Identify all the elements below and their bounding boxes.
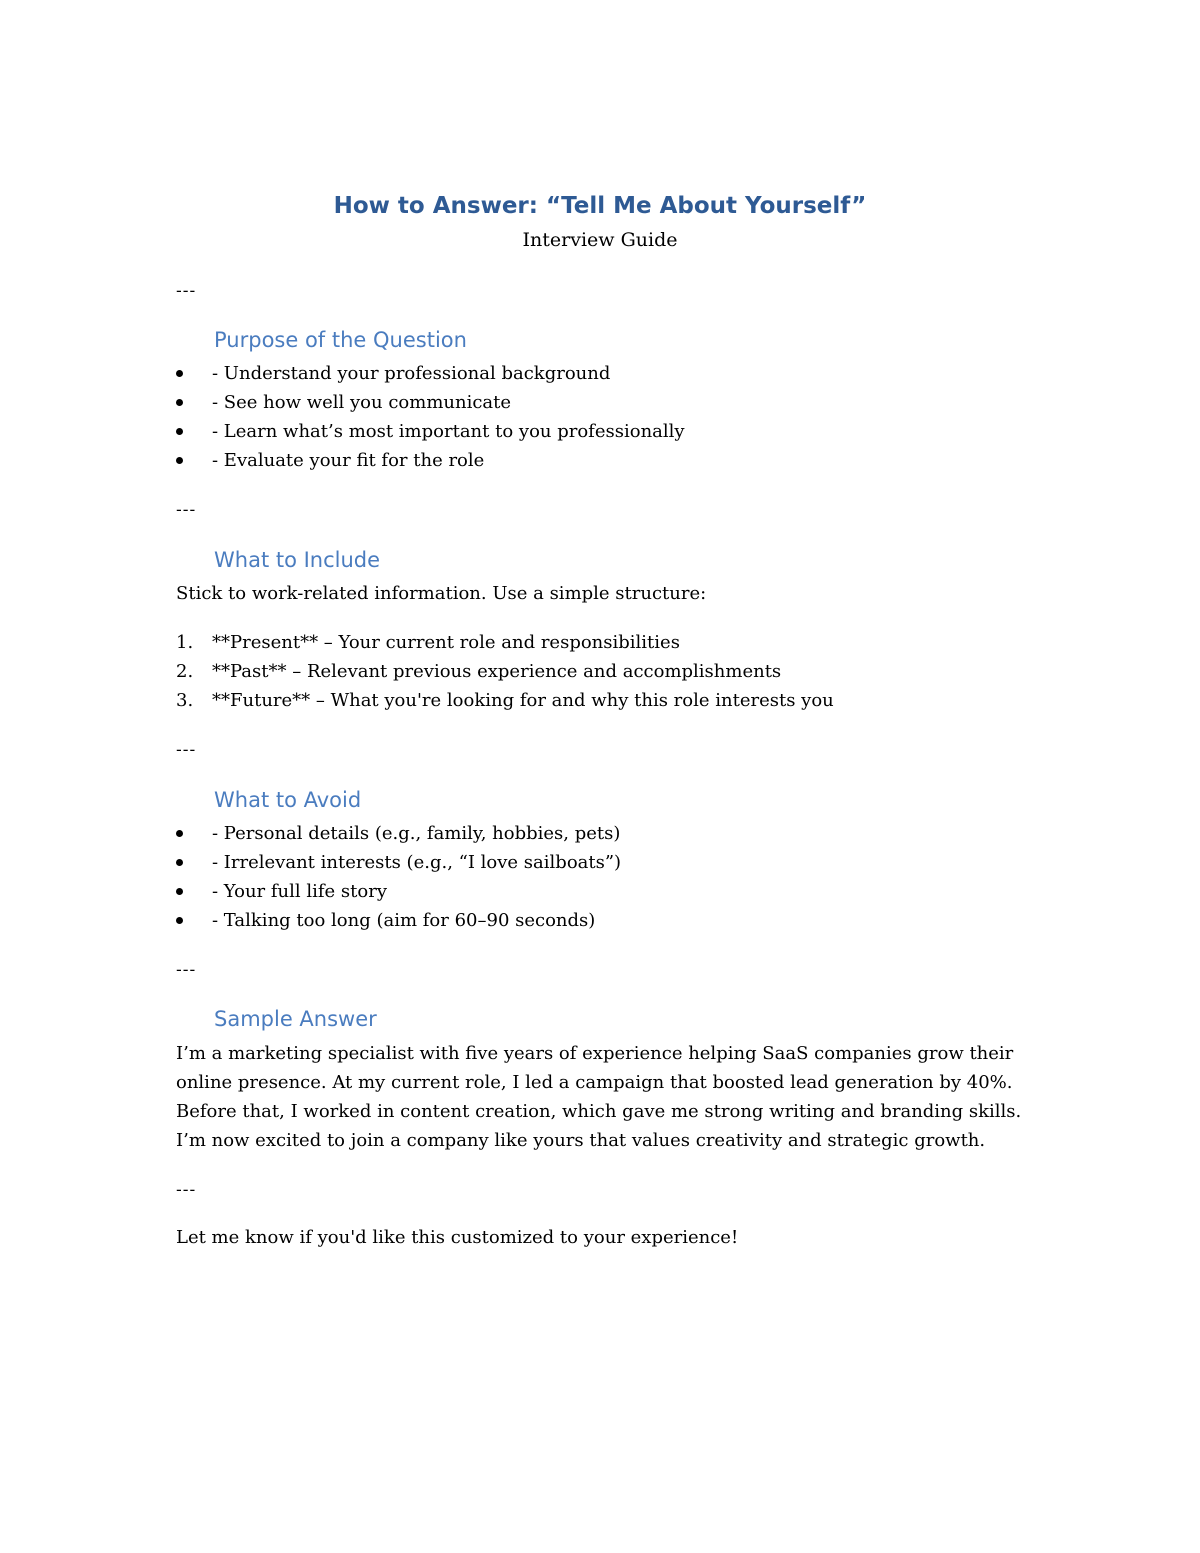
bullet-icon [176,428,183,435]
list-item-text: - Understand your professional background [212,363,611,384]
list-item-text: **Future** – What you're looking for and why this role interests you [212,690,834,711]
avoid-list [176,819,621,935]
list-item-text: - Evaluate your fit for the role [212,450,485,471]
bullet-icon [176,399,183,406]
separator: --- [176,960,197,980]
document-title: How to Answer: “Tell Me About Yourself” [333,193,867,219]
list-item [176,877,621,906]
list-item-text: - Learn what’s most important to you professionally [212,421,685,442]
purpose-list [176,359,685,475]
list-item [176,388,685,417]
list-item [176,686,834,715]
list-item [176,417,685,446]
section-heading-sample: Sample Answer [214,1007,377,1031]
bullet-icon [176,888,183,895]
list-item [176,446,685,475]
list-number: 2. [176,661,194,682]
list-item-text: **Present** – Your current role and responsibilities [212,632,680,653]
document-subtitle: Interview Guide [522,229,678,251]
include-intro: Stick to work-related information. Use a simple structure: [176,583,707,604]
list-item-text: **Past** – Relevant previous experience and accomplishments [212,661,782,682]
list-number: 1. [176,632,194,653]
separator: --- [176,1180,197,1200]
separator: --- [176,500,197,520]
list-item-text: - Your full life story [212,881,387,902]
list-item-text: - Personal details (e.g., family, hobbies, pets) [212,823,621,844]
bullet-icon [176,457,183,464]
list-item [176,848,621,877]
list-item [176,628,834,657]
bullet-icon [176,859,183,866]
list-item-text: - See how well you communicate [212,392,512,413]
list-item [176,906,621,935]
closing-text: Let me know if you'd like this customized to your experience! [176,1227,739,1248]
separator: --- [176,740,197,760]
section-heading-avoid: What to Avoid [214,788,362,812]
section-heading-purpose: Purpose of the Question [214,328,467,352]
section-heading-include: What to Include [214,548,381,572]
bullet-icon [176,917,183,924]
list-number: 3. [176,690,194,711]
list-item-text: - Talking too long (aim for 60–90 seconds) [212,910,596,931]
bullet-icon [176,370,183,377]
list-item-text: - Irrelevant interests (e.g., “I love sailboats”) [212,852,622,873]
include-list [176,628,834,715]
list-item [176,657,834,686]
bullet-icon [176,830,183,837]
list-item [176,359,685,388]
separator: --- [176,281,197,301]
list-item [176,819,621,848]
sample-answer-text: I’m a marketing specialist with five years of experience helping SaaS companies grow their online presence. At my current role, I led a campaign that boosted lead generation by 40%. Before that, I worked in content creation, which gave me strong writing and branding skills. I’m now excited to join a company like yours that values creativity and strategic growth. [176,1043,1022,1151]
